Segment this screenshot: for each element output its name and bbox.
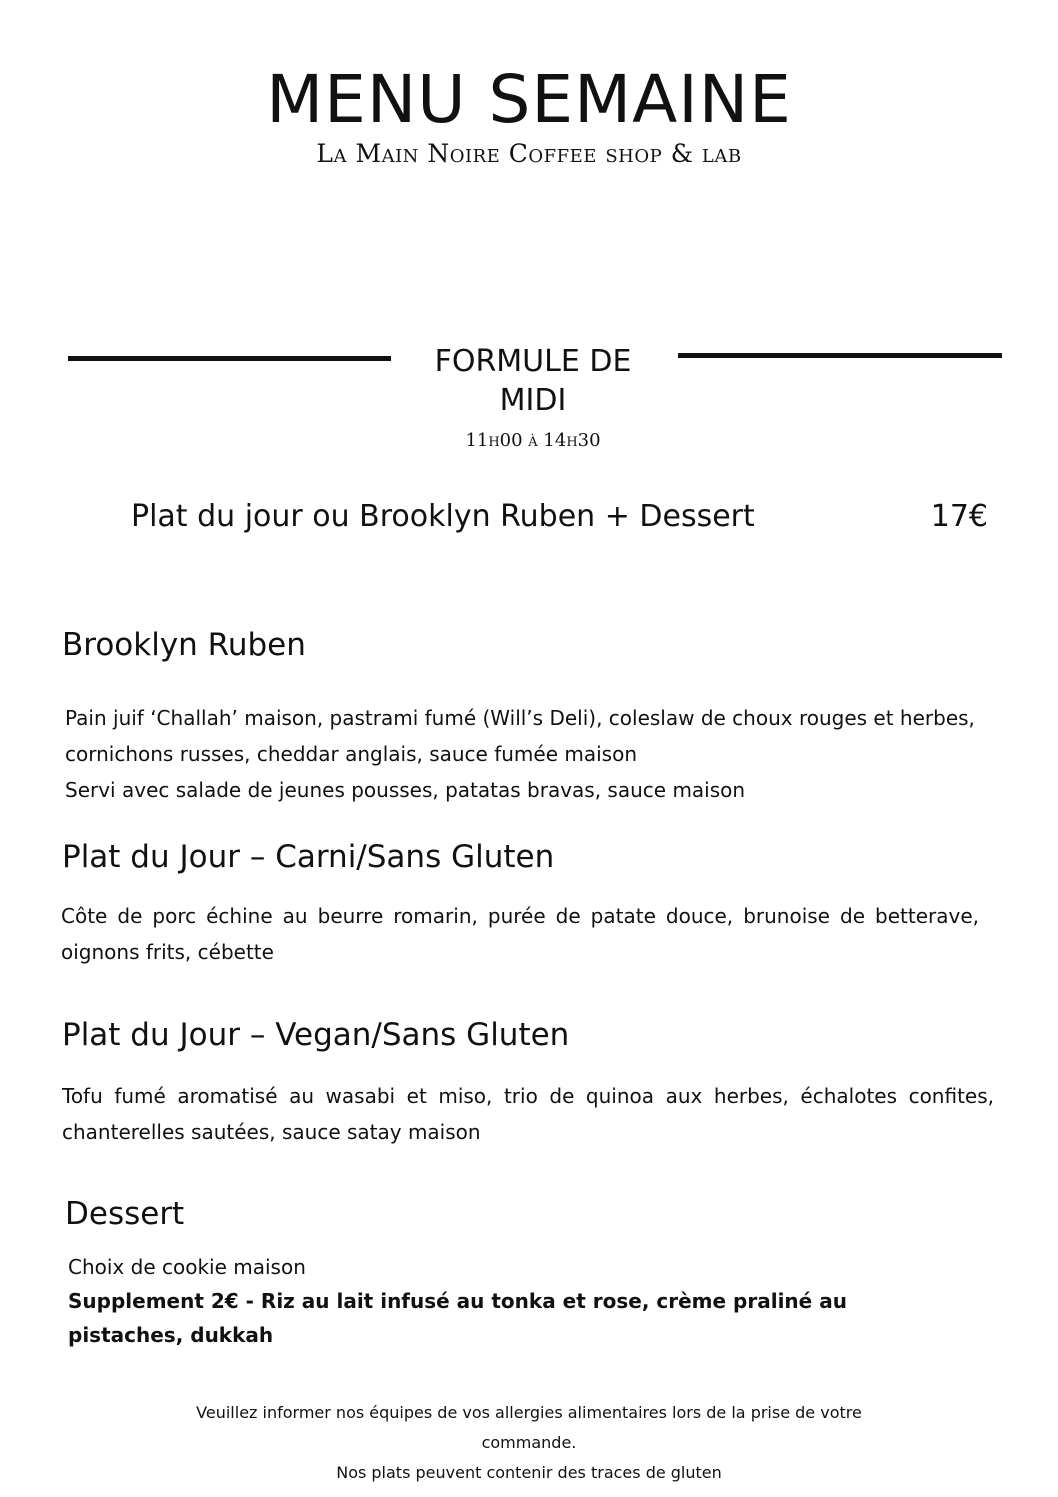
dessert-supplement: Supplement 2€ - Riz au lait infusé au tonka et rose, crème praliné au pistaches, dukkah xyxy=(68,1289,847,1347)
brooklyn-line-3: Servi avec salade de jeunes pousses, patatas bravas, sauce maison xyxy=(65,778,746,802)
brooklyn-line-1: Pain juif ‘Challah’ maison, pastrami fumé (Will’s Deli), coleslaw de choux rouges et herbes, xyxy=(65,706,975,730)
brooklyn-description xyxy=(65,700,1015,808)
shop-subtitle: La Main Noire Coffee shop & lab xyxy=(316,139,742,168)
carni-description: Côte de porc échine au beurre romarin, purée de patate douce, brunoise de betterave, oignons frits, cébette xyxy=(61,904,979,964)
allergy-notice xyxy=(0,1398,1058,1488)
formule-heading-line1: FORMULE DE xyxy=(434,344,632,379)
divider-right xyxy=(678,353,1002,358)
dessert-choice: Choix de cookie maison xyxy=(68,1255,306,1279)
formule-price: 17€ xyxy=(930,499,988,534)
allergy-notice-line-1: Veuillez informer nos équipes de vos allergies alimentaires lors de la prise de votre xyxy=(196,1403,862,1422)
vegan-heading: Plat du Jour – Vegan/Sans Gluten xyxy=(62,1017,570,1053)
formule-hours: 11h00 à 14h30 xyxy=(465,430,601,451)
vegan-description: Tofu fumé aromatisé au wasabi et miso, trio de quinoa aux herbes, échalotes confites, chanterelles sautées, sauce satay maison xyxy=(62,1084,994,1144)
menu-title: MENU SEMAINE xyxy=(266,61,792,138)
carni-heading: Plat du Jour – Carni/Sans Gluten xyxy=(62,839,555,875)
divider-left xyxy=(68,356,391,361)
gluten-notice: Nos plats peuvent contenir des traces de gluten xyxy=(336,1463,722,1482)
formule-offer: Plat du jour ou Brooklyn Ruben + Dessert xyxy=(131,499,755,534)
formule-heading xyxy=(400,342,666,420)
dessert-heading: Dessert xyxy=(65,1196,185,1232)
formule-heading-line2: MIDI xyxy=(499,383,567,418)
brooklyn-heading: Brooklyn Ruben xyxy=(62,627,306,663)
allergy-notice-line-2: commande. xyxy=(481,1433,577,1452)
brooklyn-line-2: cornichons russes, cheddar anglais, sauce fumée maison xyxy=(65,742,638,766)
